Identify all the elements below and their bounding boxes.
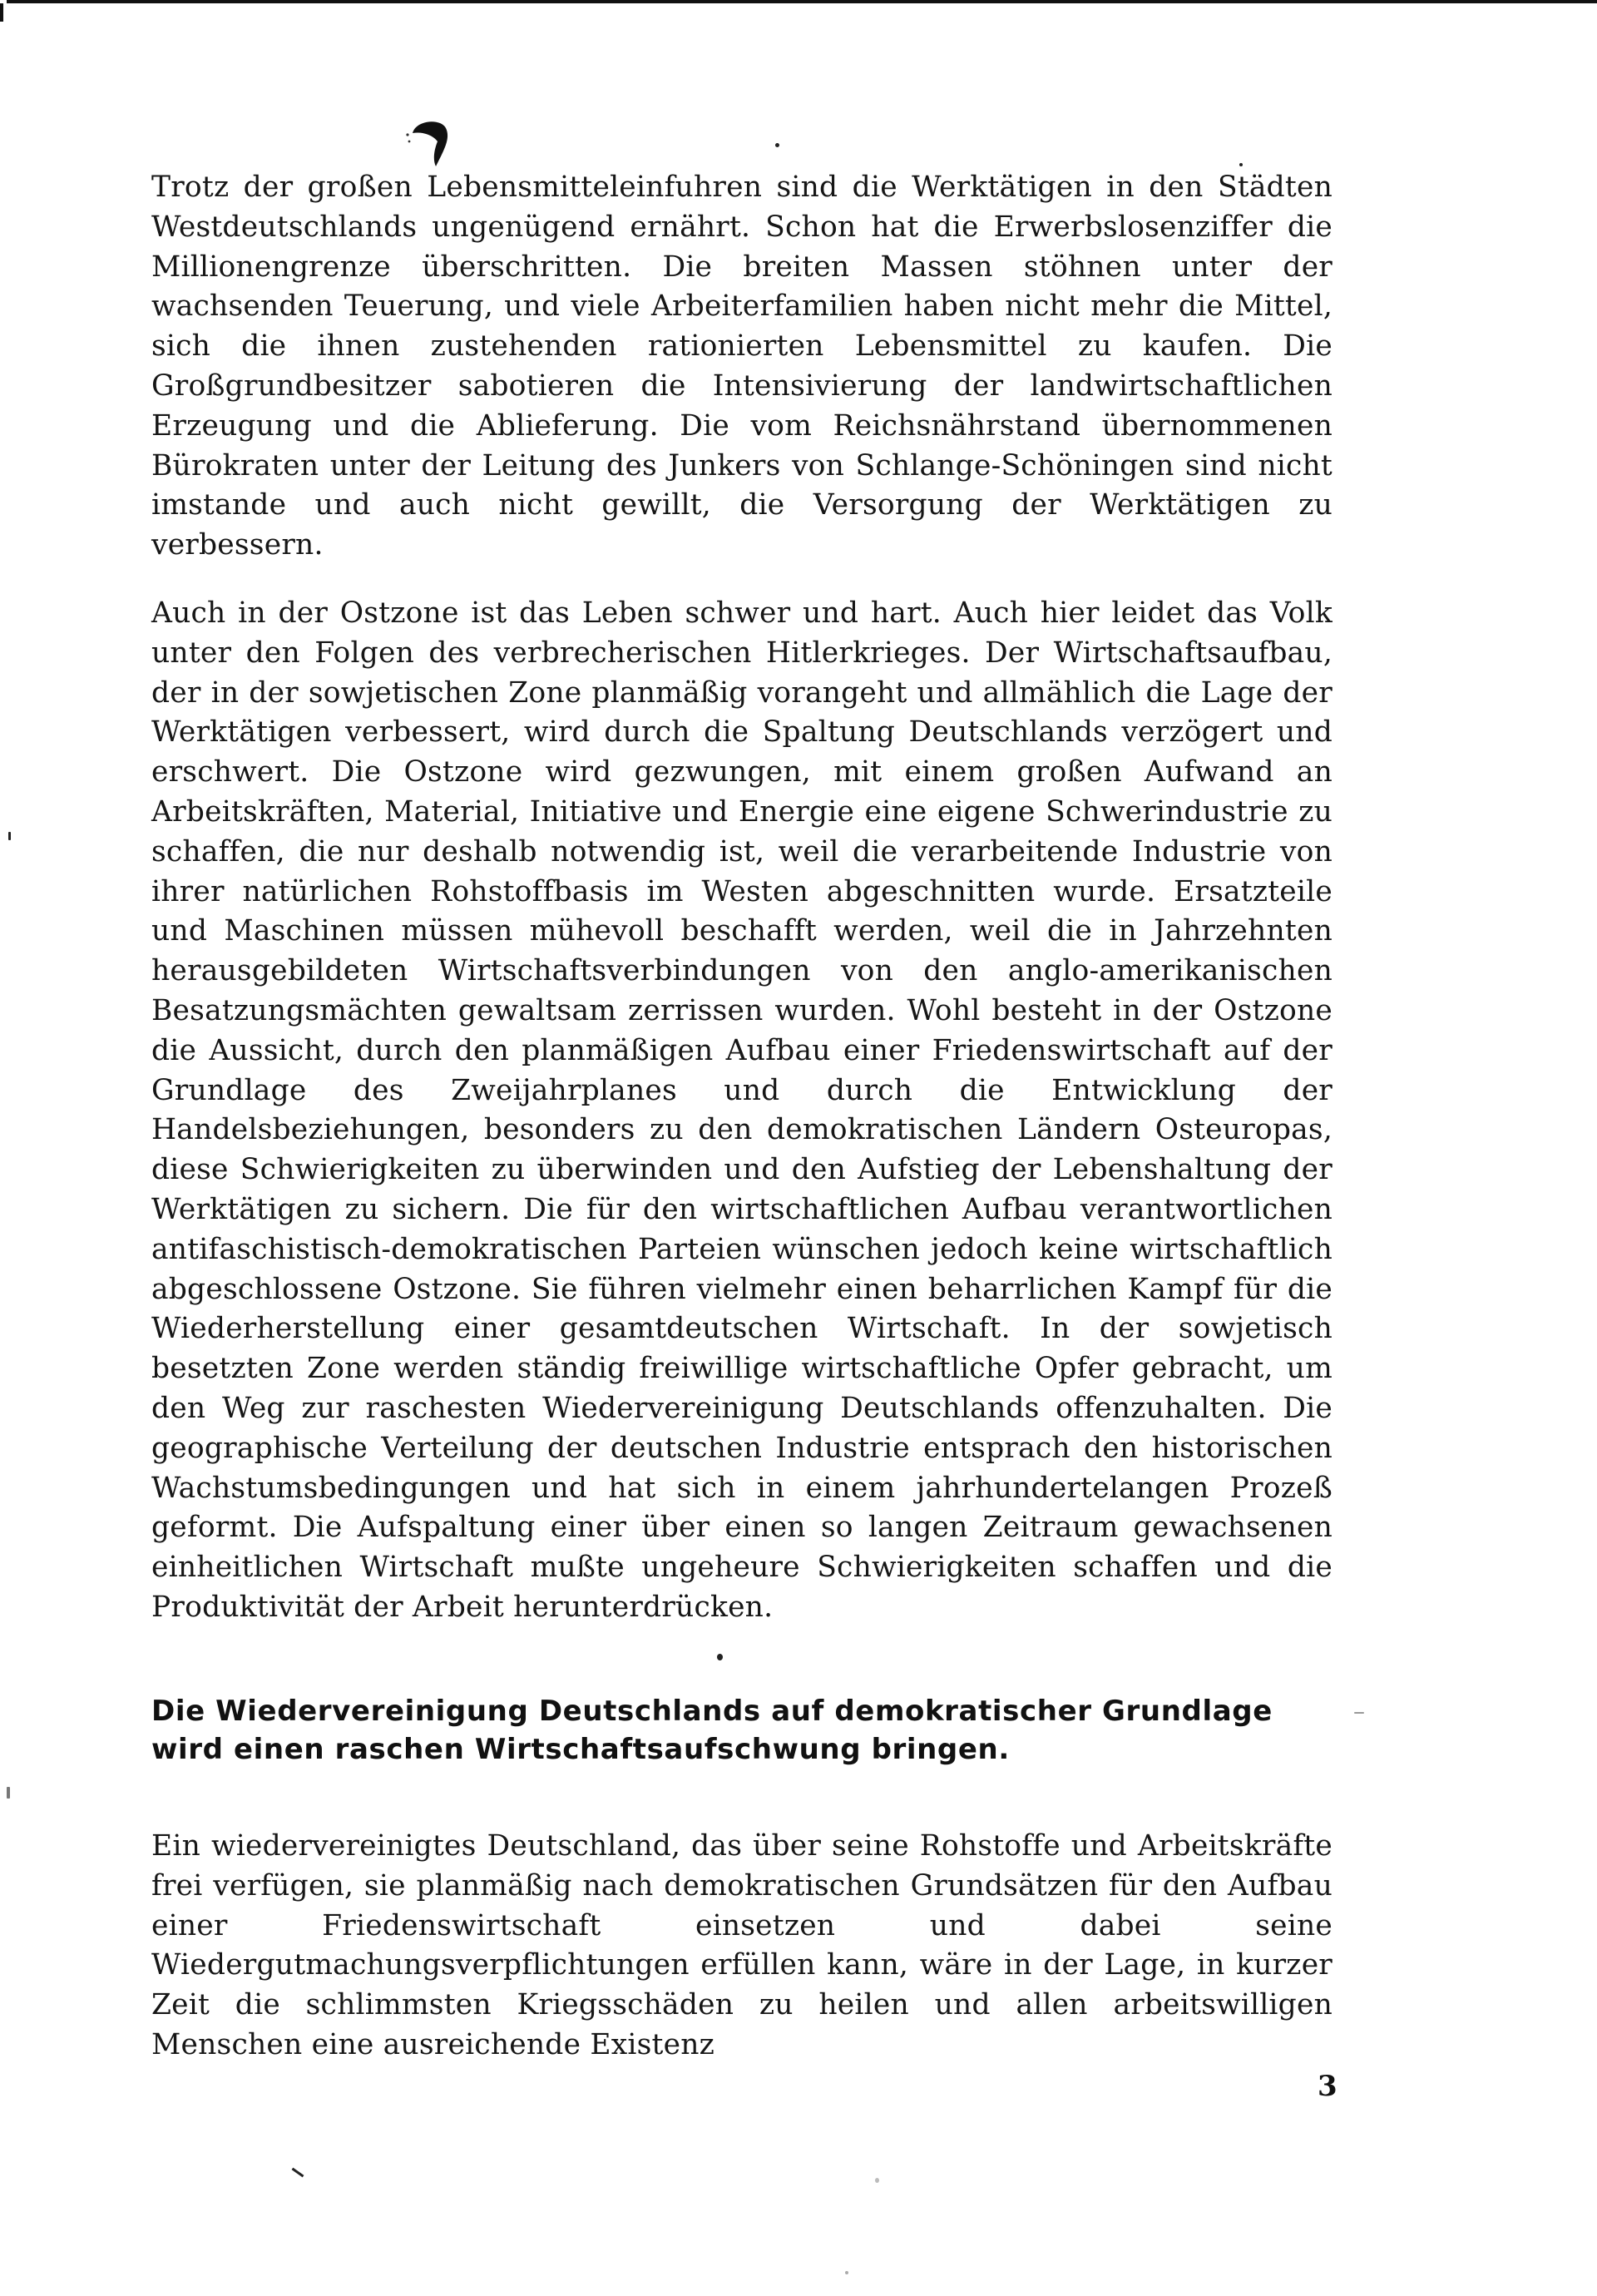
- section-heading: [151, 1692, 1332, 1769]
- speck: [775, 143, 779, 147]
- bottom-tick: [292, 2168, 304, 2178]
- scan-corner-mark: [0, 3, 3, 22]
- speck: [8, 832, 11, 840]
- paragraph: Auch in der Ostzone ist das Leben schwer und hart. Auch hier leidet das Volk unter den Folgen des verbrecherischen Hitlerkrieges. Der Wirtschaftsaufbau, der in der sowjetischen Zone planmäßig vorangeht und allmählich die Lage der Werktätigen verbessert, wird durch die Spaltung Deutschlands verzögert und erschwert. Die Ostzone wird gezwungen, mit einem großen Aufwand an Arbeitskräften, Material, Initiative und Energie eine eigene Schwerindustrie zu schaffen, die nur deshalb notwendig ist, weil die verarbeitende Industrie von ihrer natürlichen Rohstoffbasis im Westen abgeschnitten wurde. Ersatzteile und Maschinen müssen mühevoll beschafft werden, weil die in Jahrzehnten herausgebildeten Wirtschaftsverbindungen von den anglo-amerikanischen Besatzungsmächten gewaltsam zerrissen wurden. Wohl besteht in der Ostzone die Aussicht, durch den planmäßigen Aufbau einer Friedenswirtschaft auf der Grundlage des Zweijahrplanes und durch die Entwicklung der Handelsbeziehungen, besonders zu den demokratischen Ländern Osteuropas, diese Schwierigkeiten zu überwinden und den Aufstieg der Lebenshaltung der Werktätigen zu sichern. Die für den wirtschaftlichen Aufbau verantwortlichen antifaschistisch-demokratischen Parteien wünschen jedoch keine wirtschaftlich abgeschlossene Ostzone. Sie führen vielmehr einen beharrlichen Kampf für die Wiederherstellung einer gesamtdeutschen Wirtschaft. In der sowjetisch besetzten Zone werden ständig freiwillige wirtschaftliche Opfer gebracht, um den Weg zur raschesten Wiedervereinigung Deutschlands offenzuhalten. Die geographische Verteilung der deutschen Industrie entsprach den historischen Wachstumsbedingungen und hat sich in einem jahrhundertelangen Prozeß geformt. Die Aufspaltung einer über einen so langen Zeitraum gewachsenen einheitlichen Wirtschaft mußte ungeheure Schwierigkeiten schaffen und die Produktivität der Arbeit herunterdrücken.: [151, 596, 1332, 1624]
- section-body: [151, 1827, 1332, 2066]
- scan-top-rule: [7, 0, 1597, 3]
- section-marker: [717, 1654, 723, 1660]
- speck: [7, 1787, 10, 1799]
- paragraph: Ein wiedervereinigtes Deutschland, das über seine Rohstoffe und Arbeitskräfte frei verfügen, sie planmäßig nach demokratischen Grundsätzen für den Aufbau einer Friedenswirtschaft einsetzen und dabei seine Wiedergutmachungsverpflichtungen erfüllen kann, wäre in der Lage, in kurzer Zeit die schlimmsten Kriegsschäden zu heilen und allen arbeitswilligen Menschen eine ausreichende Existenz: [151, 1829, 1332, 2061]
- section-heading-line-1: Die Wiedervereinigung Deutschlands auf demokratischer Grundlage: [151, 1695, 1273, 1728]
- page-number: 3: [1318, 2070, 1337, 2103]
- speck: [845, 2271, 848, 2274]
- body-text: [151, 168, 1332, 1628]
- paragraph: Trotz der großen Lebensmitteleinfuhren sind die Werktätigen in den Städten Westdeutschlands ungenügend ernährt. Schon hat die Erwerbslosenziffer die Millionengrenze überschritten. Die breiten Massen stöhnen unter der wachsenden Teuerung, und viele Arbeiterfamilien haben nicht mehr die Mittel, sich die ihnen zustehenden rationierten Lebensmittel zu kaufen. Die Großgrundbesitzer sabotieren die Intensivierung der landwirtschaftlichen Erzeugung und die Ablieferung. Die vom Reichsnährstand übernommenen Bürokraten unter der Leitung des Junkers von Schlange-Schöningen sind nicht imstande und auch nicht gewillt, die Versorgung der Werktätigen zu verbessern.: [151, 171, 1332, 562]
- speck: [875, 2178, 879, 2183]
- speck: [1239, 163, 1243, 166]
- section-heading-line-2: wird einen raschen Wirtschaftsaufschwung bringen.: [151, 1733, 1010, 1766]
- speck: [1354, 1712, 1364, 1714]
